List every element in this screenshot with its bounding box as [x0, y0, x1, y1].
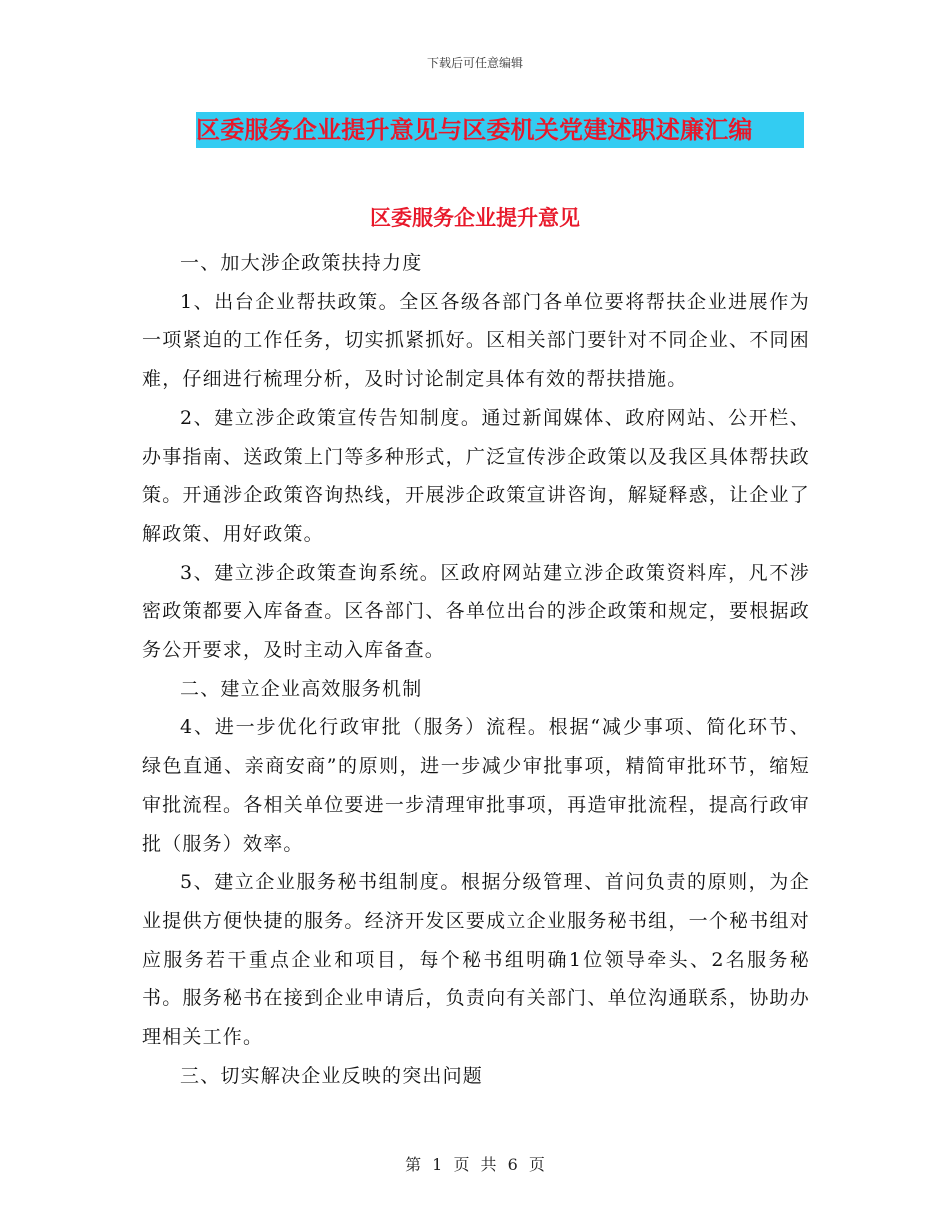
paragraph-3: 3、建立涉企政策查询系统。区政府网站建立涉企政策资料库，凡不涉密政策都要入库备查。区各部门、各单位出台的涉企政策和规定，要根据政务公开要求，及时主动入库备查。 [142, 561, 810, 662]
main-title: 区委服务企业提升意见与区委机关党建述职述廉汇编 [196, 115, 753, 144]
paragraph-2: 2、建立涉企政策宣传告知制度。通过新闻媒体、政府网站、公开栏、办事指南、送政策上门等多种形式，广泛宣传涉企政策以及我区具体帮扶政策。开通涉企政策咨询热线，开展涉企政策宣讲咨询，解疑释惑，让企业了解政策、用好政策。 [142, 406, 810, 545]
header-note: 下载后可任意编辑 [426, 56, 523, 70]
main-title-highlight [196, 112, 804, 148]
paragraph-1: 1、出台企业帮扶政策。全区各级各部门各单位要将帮扶企业进展作为一项紧迫的工作任务，切实抓紧抓好。区相关部门要针对不同企业、不同困难，仔细进行梳理分析，及时讨论制定具体有效的帮扶措施。 [142, 290, 810, 391]
document-body [142, 244, 810, 1095]
section-heading-1: 一、加大涉企政策扶持力度 [180, 252, 423, 274]
section-heading-3: 三、切实解决企业反映的突出问题 [180, 1064, 484, 1087]
page-footer: 第 1 页 共 6 页 [405, 1155, 545, 1174]
section-heading-2: 二、建立企业高效服务机制 [180, 677, 423, 700]
section-title: 区委服务企业提升意见 [370, 205, 580, 230]
paragraph-5: 5、建立企业服务秘书组制度。根据分级管理、首问负责的原则，为企业提供方便快捷的服务。经济开发区要成立企业服务秘书组，一个秘书组对应服务若干重点企业和项目，每个秘书组明确1位领导牵头、2名服务秘书。服务秘书在接到企业申请后，负责向有关部门、单位沟通联系，协助办理相关工作。 [142, 871, 810, 1049]
paragraph-4: 4、进一步优化行政审批（服务）流程。根据“减少事项、简化环节、绿色直通、亲商安商”的原则，进一步减少审批事项，精简审批环节，缩短审批流程。各相关单位要进一步清理审批事项，再造审批流程，提高行政审批（服务）效率。 [142, 716, 810, 855]
